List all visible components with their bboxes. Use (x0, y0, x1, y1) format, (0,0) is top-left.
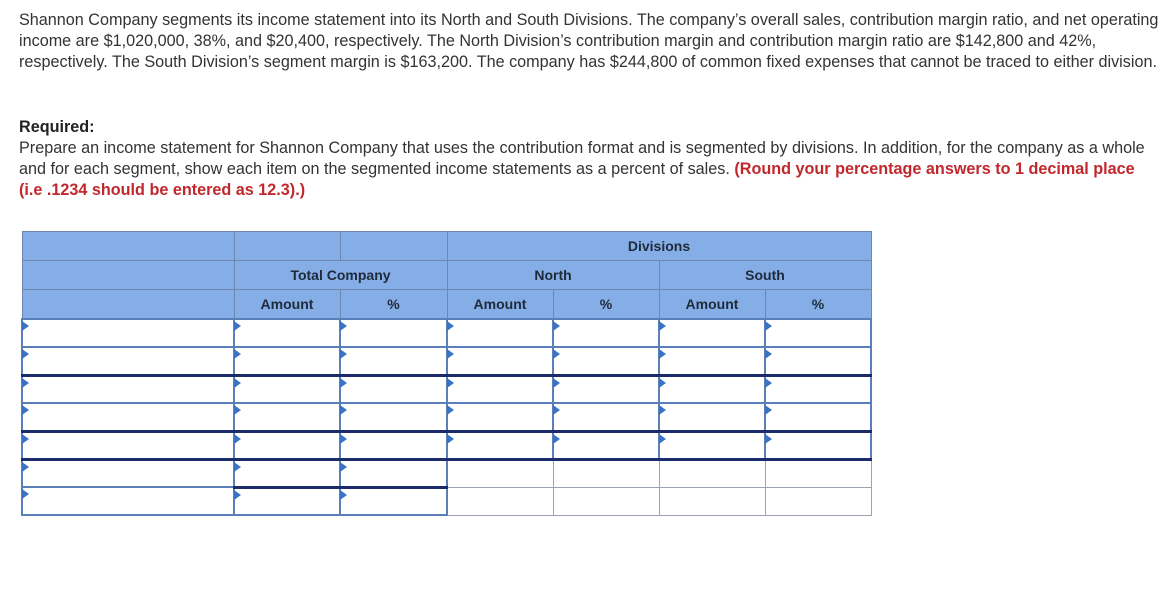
header-row-divisions (22, 232, 871, 261)
problem-intro: Shannon Company segments its income statement into its North and South Divisions. The company’s overall sales, contribution margin ratio, and net operating income are $1,020,000, 38%, and $20,400, respectively. The North Division’s contribution margin and contribution margin ratio are $142,800 and 42%, respectively. The South Division’s segment margin is $163,200. The company has $244,800 of common fixed expenses that cannot be traced to either division. (19, 11, 1159, 71)
total-amount-input[interactable] (234, 319, 340, 347)
total-amount-input[interactable] (234, 487, 340, 515)
header-row-segments (22, 261, 871, 290)
total-percent-input[interactable] (340, 375, 447, 403)
header-blank-total-amount (234, 232, 340, 261)
north-percent-input[interactable] (553, 403, 659, 431)
header-north-amount: Amount (447, 290, 553, 320)
north-amount-input[interactable] (447, 319, 553, 347)
header-north: North (447, 261, 659, 290)
table-row (22, 487, 871, 515)
empty-cell (765, 459, 871, 487)
header-south-amount: Amount (659, 290, 765, 320)
required-section (19, 117, 1159, 201)
north-amount-input[interactable] (447, 403, 553, 431)
empty-cell (553, 487, 659, 515)
table-row (22, 319, 871, 347)
empty-cell (447, 459, 553, 487)
total-percent-input[interactable] (340, 431, 447, 459)
header-total-percent: % (340, 290, 447, 320)
required-text: Prepare an income statement for Shannon Company that uses the contribution format and is segmented by divisions. In addition, for the company as a whole and for each segment, show each item on the segmented income statements as a percent of sales. (19, 139, 1145, 178)
table-row (22, 347, 871, 375)
header-north-percent: % (553, 290, 659, 320)
total-amount-input[interactable] (234, 459, 340, 487)
header-total-amount: Amount (234, 290, 340, 320)
row-label-input[interactable] (22, 347, 234, 375)
header-divisions: Divisions (447, 232, 871, 261)
south-amount-input[interactable] (659, 347, 765, 375)
south-amount-input[interactable] (659, 431, 765, 459)
north-percent-input[interactable] (553, 375, 659, 403)
row-label-input[interactable] (22, 375, 234, 403)
north-percent-input[interactable] (553, 431, 659, 459)
header-row-columns (22, 290, 871, 320)
south-amount-input[interactable] (659, 403, 765, 431)
table-row (22, 403, 871, 431)
row-label-input[interactable] (22, 403, 234, 431)
header-south-percent: % (765, 290, 871, 320)
north-percent-input[interactable] (553, 319, 659, 347)
row-label-input[interactable] (22, 319, 234, 347)
north-amount-input[interactable] (447, 347, 553, 375)
total-percent-input[interactable] (340, 487, 447, 515)
header-blank-total-percent (340, 232, 447, 261)
total-percent-input[interactable] (340, 459, 447, 487)
north-percent-input[interactable] (553, 347, 659, 375)
table-row (22, 431, 871, 459)
north-amount-input[interactable] (447, 431, 553, 459)
south-percent-input[interactable] (765, 347, 871, 375)
header-south: South (659, 261, 871, 290)
header-blank-label (22, 232, 234, 261)
total-percent-input[interactable] (340, 403, 447, 431)
south-amount-input[interactable] (659, 319, 765, 347)
empty-cell (447, 487, 553, 515)
total-percent-input[interactable] (340, 347, 447, 375)
total-amount-input[interactable] (234, 403, 340, 431)
south-percent-input[interactable] (765, 319, 871, 347)
row-label-input[interactable] (22, 487, 234, 515)
header-blank-label-2 (22, 261, 234, 290)
row-label-input[interactable] (22, 431, 234, 459)
total-amount-input[interactable] (234, 375, 340, 403)
table-row (22, 375, 871, 403)
south-percent-input[interactable] (765, 375, 871, 403)
total-percent-input[interactable] (340, 319, 447, 347)
required-heading: Required: (19, 118, 95, 136)
north-amount-input[interactable] (447, 375, 553, 403)
total-amount-input[interactable] (234, 431, 340, 459)
empty-cell (553, 459, 659, 487)
empty-cell (659, 459, 765, 487)
header-total-company: Total Company (234, 261, 447, 290)
empty-cell (659, 487, 765, 515)
row-label-input[interactable] (22, 459, 234, 487)
income-statement-table (21, 231, 872, 516)
south-amount-input[interactable] (659, 375, 765, 403)
south-percent-input[interactable] (765, 403, 871, 431)
header-blank-label-3 (22, 290, 234, 320)
empty-cell (765, 487, 871, 515)
total-amount-input[interactable] (234, 347, 340, 375)
rounding-note: (Round your percentage answers to 1 decimal place (i.e .1234 should be entered as 12.3).) (19, 160, 1135, 199)
south-percent-input[interactable] (765, 431, 871, 459)
table-row (22, 459, 871, 487)
